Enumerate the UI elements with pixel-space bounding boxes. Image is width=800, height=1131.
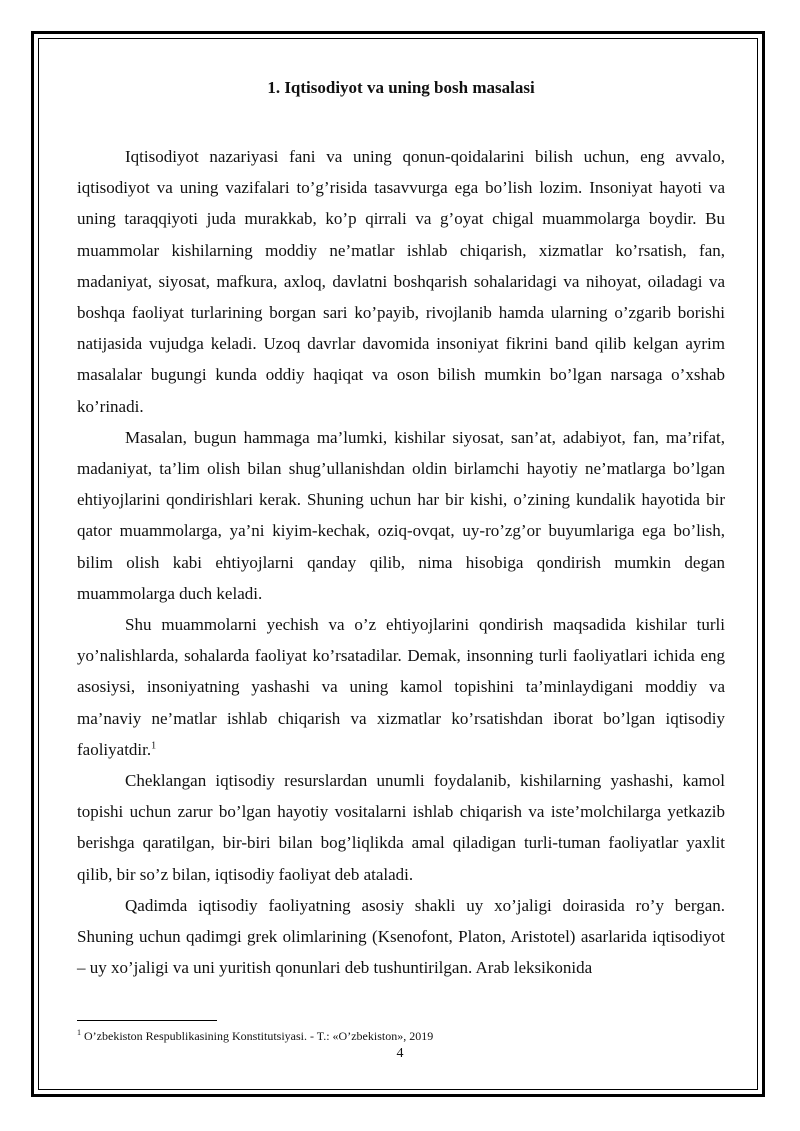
paragraph-3-text: Shu muammolarni yechish va o’z ehtiyojlarini qondirish maqsadida kishilar turli yo’nalishlarda, sohalarda faoliyat ko’rsatadilar. Demak, insonning turli faoliyatlari ichida eng asosiysi, insoniyatning yashashi va uning kamol topishini ta’minlaydigani moddiy va ma’naviy ne’matlar ishlab chiqarish va xizmatlar ko’rsatishdan iborat bo’lgan iqtisodiy faoliyatdir. (77, 615, 725, 759)
paragraph-2: Masalan, bugun hammaga ma’lumki, kishilar siyosat, san’at, adabiyot, fan, ma’rifat, madaniyat, ta’lim olish bilan shug’ullanishdan oldin birlamchi hayotiy ne’matlarga bo’lgan ehtiyojlarini qondirishlari kerak. Shuning uchun har bir kishi, o’zining kundalik hayotida bir qator muammolarga, ya’ni kiyim-kechak, oziq-ovqat, uy-ro’zg’or buyumlariga ega bo’lish, bilim olish kabi ehtiyojlarni qanday qilib, nima hisobiga qondirish mumkin degan muammolarga duch keladi. (77, 427, 725, 603)
footnote-text: O’zbekiston Respublikasining Konstitutsiyasi. - T.: «O’zbekiston», 2019 (84, 1029, 434, 1043)
footnote-marker: 1 (77, 1028, 81, 1037)
page-body (77, 72, 725, 983)
paragraph-5: Qadimda iqtisodiy faoliyatning asosiy shakli uy xo’jaligi doirasida ro’y bergan. Shuning uchun qadimgi grek olimlarining (Ksenofont, Platon, Aristotel) asarlarida iqtisodiyot – uy xo’jaligi va uni yuritish qonunlari deb tushuntirilgan. Arab leksikonida (77, 895, 725, 978)
paragraph-1: Iqtisodiyot nazariyasi fani va uning qonun-qoidalarini bilish uchun, eng avvalo, iqtisodiyot va uning vazifalari to’g’risida tasavvurga ega bo’lish lozim. Insoniyat hayoti va uning taraqqiyoti juda murakkab, ko’p qirrali va g’oyat chigal muammolarga boydir. Bu muammolar kishilarning moddiy ne’matlar ishlab chiqarish, xizmatlar ko’rsatish, fan, madaniyat, siyosat, mafkura, axloq, davlatni boshqarish sohalaridagi va nihoyat, oiladagi va boshqa faoliyat turlarining borgan sari ko’payib, rivojlanib hamda ularning o’zgarib borishi natijasida vujudga keladi. Uzoq davrlar davomida insoniyat fikrini band qilib kelgan ayrim masalalar bugungi kunda oddiy haqiqat va oson bilish mumkin bo’lgan narsaga o’xshab ko’rinadi. (77, 147, 725, 416)
page-number: 4 (396, 1046, 404, 1061)
paragraph-4: Cheklangan iqtisodiy resurslardan unumli foydalanib, kishilarning yashashi, kamol topishi uchun zarur bo’lgan hayotiy vositalarni ishlab chiqarish va iste’molchilarga yetkazib berishga qaratilgan, bir-biri bilan bog’liqlikda amal qiladigan turli-tuman faoliyatlar yaxlit qilib, bir so’z bilan, iqtisodiy faoliyat deb ataladi. (77, 771, 725, 884)
paragraph-3 (77, 609, 725, 765)
footnote (77, 1028, 725, 1044)
footnote-reference[interactable]: 1 (151, 740, 157, 752)
section-title: 1. Iqtisodiyot va uning bosh masalasi (267, 78, 535, 97)
footnote-separator (77, 1020, 217, 1021)
